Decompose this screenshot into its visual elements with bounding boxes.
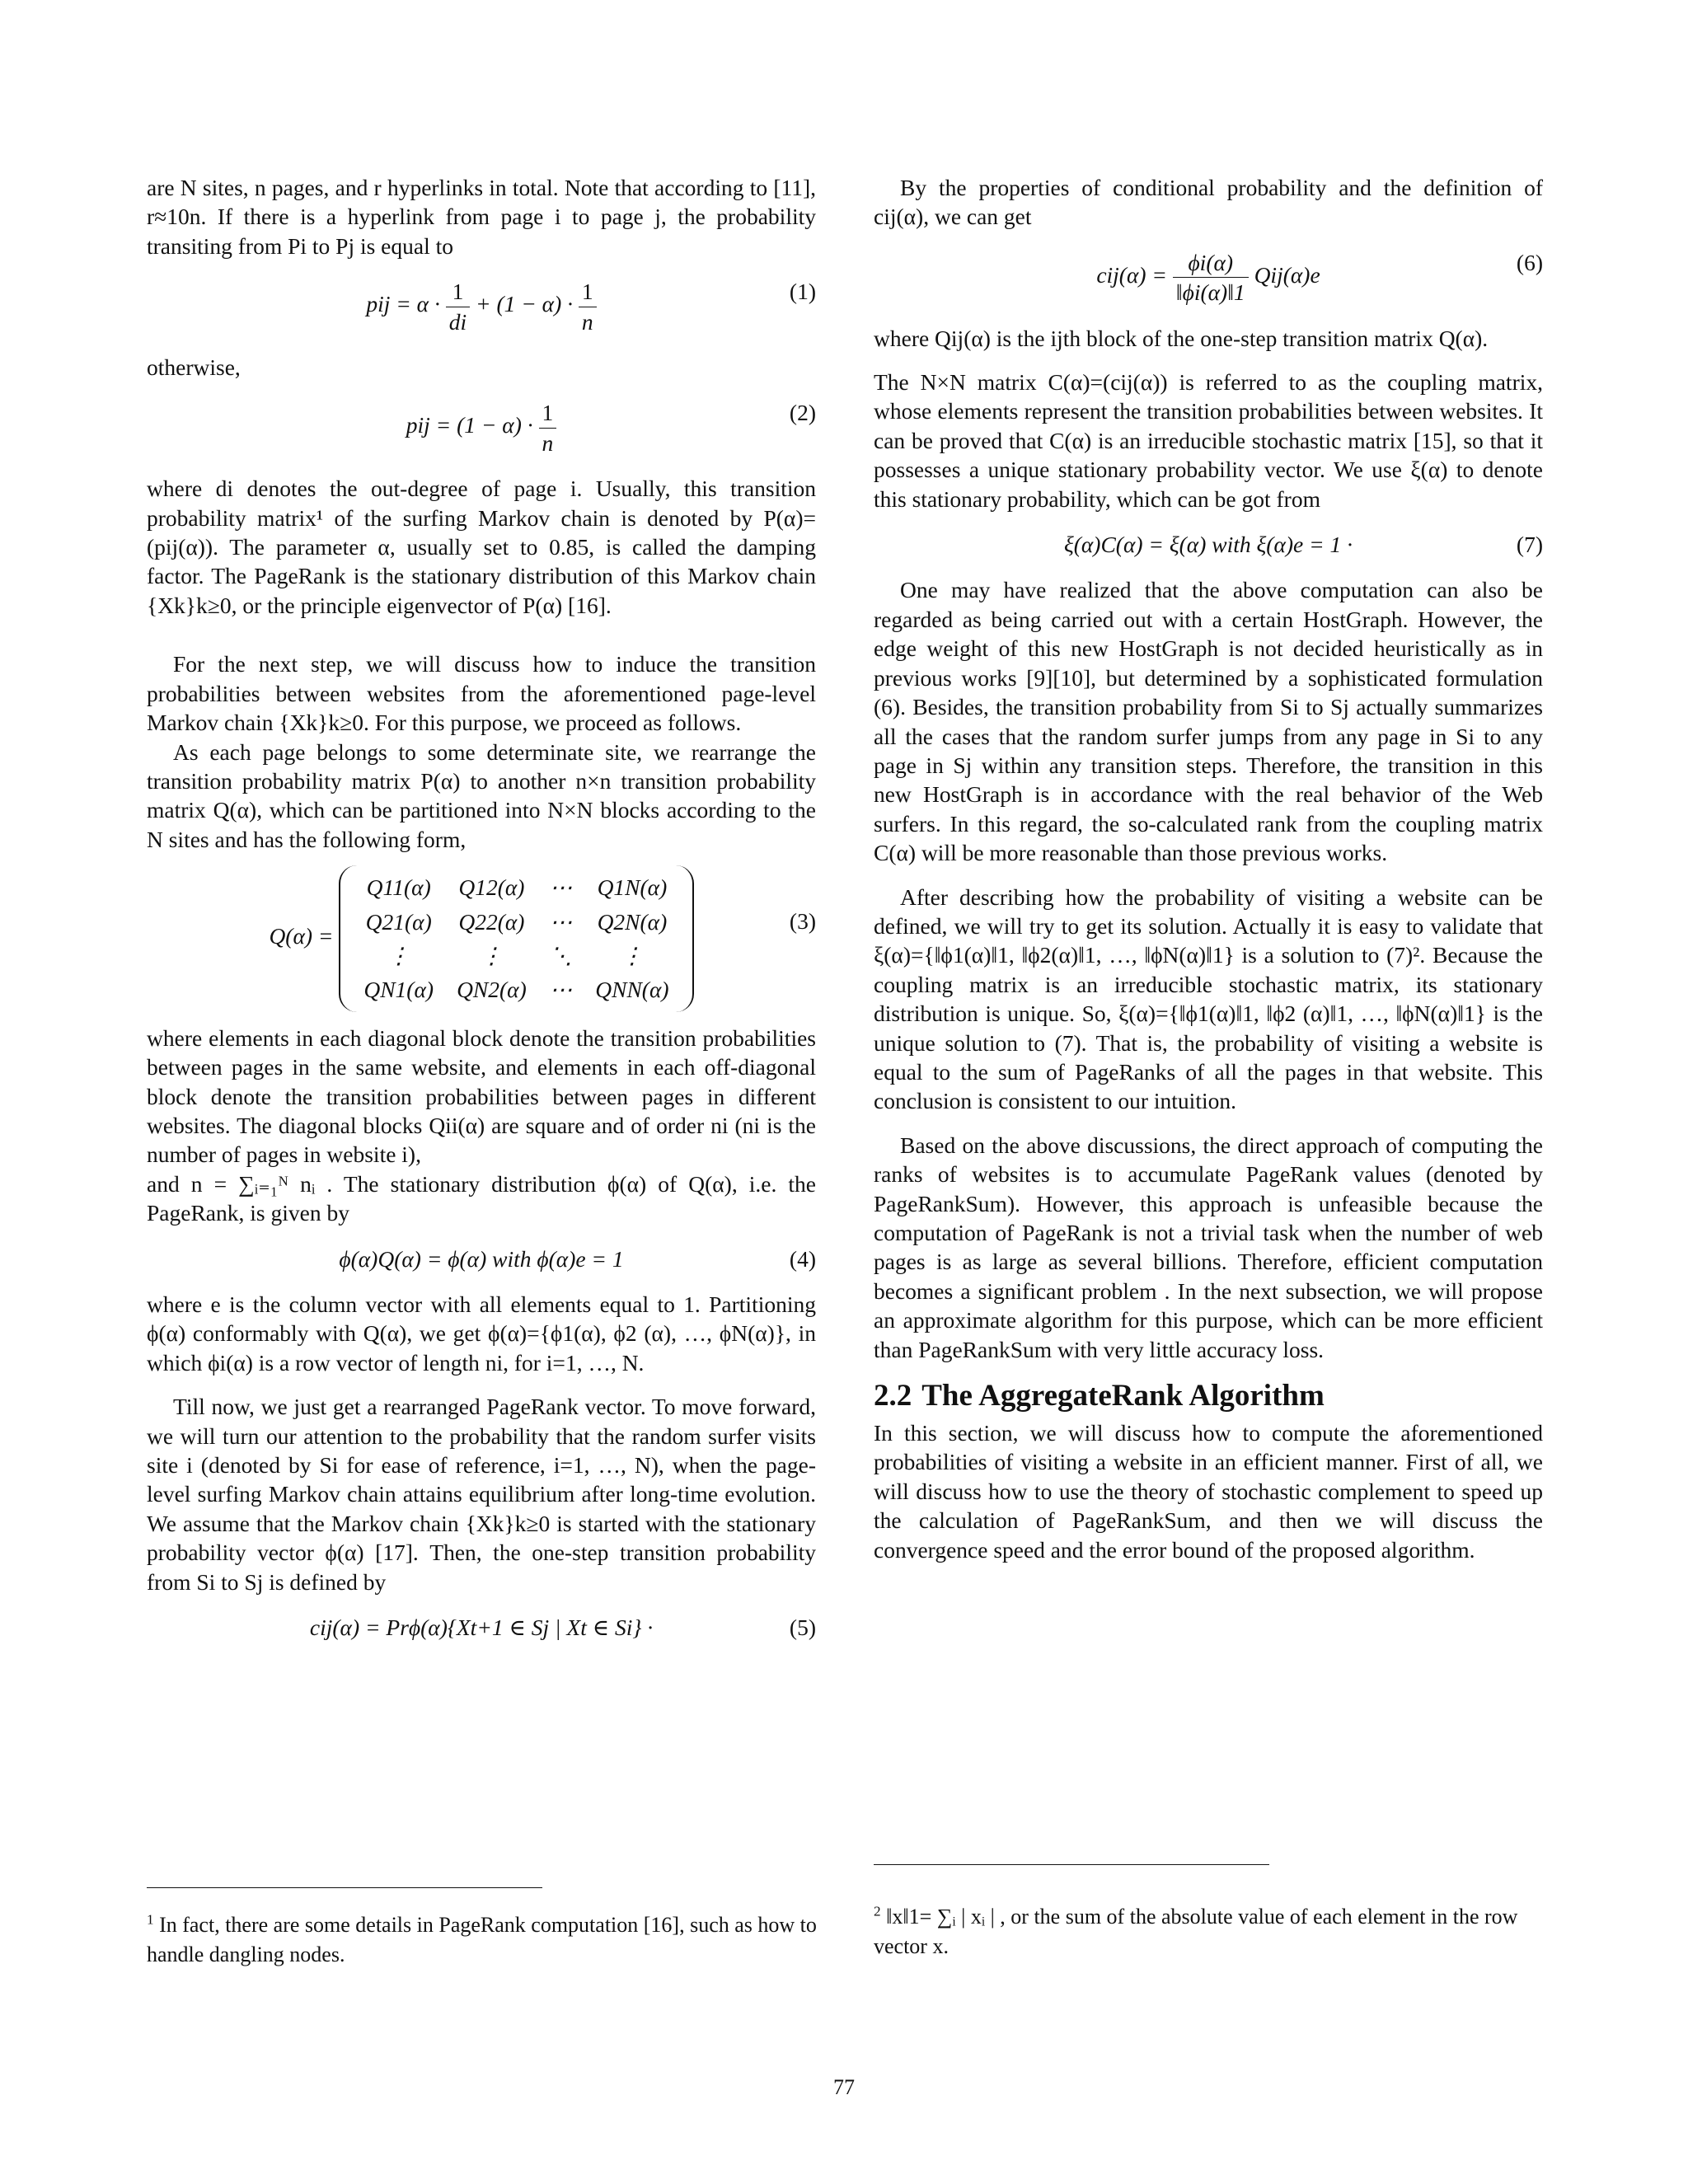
paragraph: Based on the above discussions, the direct approach of computing the ranks of websites is to accumulate PageRank values (denoted by PageRankSum). However, this approach is unfeasible because the computation of PageRank is not a trivial task when the number of web pages is as large as several billions. Therefore, efficient computation becomes a significant problem . In the next subsection, we will propose an approximate algorithm for this purpose, which can be more efficient than PageRankSum with very little accuracy loss.: [874, 1132, 1543, 1362]
footnote-text: In fact, there are some details in PageRank computation [16], such as how to handle dangling nodes.: [147, 1913, 817, 1966]
matrix-cell: Q12(α): [458, 874, 525, 901]
matrix-cell: QN1(α): [363, 977, 434, 1003]
matrix-cell: Q11(α): [366, 874, 431, 901]
paragraph: and n = ∑ᵢ₌₁ᴺ nᵢ . The stationary distribution ϕ(α) of Q(α), i.e. the PageRank, is given by: [147, 1170, 816, 1226]
paragraph: After describing how the probability of visiting a website can be defined, we will try to get its solution. Actually it is easy to validate that ξ(α)={‖ϕ1(α)‖1, ‖ϕ2(α)‖1, …, ‖ϕN(α)‖1} is a solution to (7)². Because the coupling matrix is an irreducible stochastic matrix, its stationary distribution is unique. So, ξ(α)={‖ϕ1(α)‖1, ‖ϕ2 (α)‖1, …, ‖ϕN(α)‖1} is the unique solution to (7). That is, the probability of visiting a website is equal to the sum of PageRanks of all the pages in that website. This conclusion is consistent to our intuition.: [874, 883, 1543, 1114]
paragraph: For the next step, we will discuss how to induce the transition probabilities between websites from the aforementioned page-level Markov chain {Xk}k≥0. For this purpose, we proceed as follows.: [147, 651, 816, 736]
matrix-cell: Q1N(α): [597, 874, 668, 901]
matrix-cell: Q2N(α): [597, 908, 668, 935]
matrix-cell: ⋮: [387, 942, 410, 968]
eq6-lhs: cij(α) =: [1096, 262, 1167, 288]
eq2-frac-num: 1: [542, 400, 554, 426]
paragraph: In this section, we will discuss how to compute the aforementioned probabilities of visiting a website in an efficient manner. First of all, we will discuss how to use the theory of stochastic complement to speed up the calculation of PageRankSum, and then we will discuss the convergence speed and the error bound of the proposed algorithm.: [874, 1420, 1543, 1563]
paragraph: As each page belongs to some determinate site, we rearrange the transition probability matrix P(α) to another n×n transition probability matrix Q(α), which can be partitioned into N×N blocks according to the N sites and has the following form,: [147, 738, 816, 852]
eq1-frac1-den: di: [446, 307, 470, 336]
paragraph: Till now, we just get a rearranged PageRank vector. To move forward, we will turn our attention to the probability that the random surfer visits site i (denoted by Si for ease of reference, i=1, …, N), when the page-level surfing Markov chain attains equilibrium after long-time evolution. We assume that the Markov chain {Xk}k≥0 is started with the stationary probability vector ϕ(α) [17]. Then, the one-step transition probability from Si to Sj is defined by: [147, 1394, 816, 1595]
equation-4: [147, 1244, 816, 1273]
eq1-fraction-1: [446, 277, 470, 336]
equation-7: [874, 530, 1543, 559]
paragraph: where elements in each diagonal block denote the transition probabilities between pages in the same website, and elements in each off-diagonal block denote the transition probabilities between pages in different websites. The diagonal blocks Qii(α) are square and of order ni (ni is the number of pages in website i),: [147, 1024, 816, 1168]
eq1-frac2-den: n: [579, 307, 597, 336]
matrix-cell: ⋯: [549, 977, 573, 1003]
eq1-frac1-num: 1: [452, 279, 464, 305]
eq2-fraction: [539, 398, 557, 457]
footnote-text: ‖x‖1= ∑ᵢ | xᵢ | , or the sum of the absolute value of each element in the row vector x.: [874, 1905, 1518, 1958]
paragraph: By the properties of conditional probability and the definition of cij(α), we can get: [874, 175, 1543, 230]
footnote-rule: [147, 1887, 542, 1888]
equation-number: (7): [1516, 532, 1543, 558]
eq1-lhs: pij = α ·: [366, 291, 440, 317]
eq6-fraction: [1173, 248, 1249, 307]
eq7-body: ξ(α)C(α) = ξ(α) with ξ(α)e = 1 ·: [1063, 532, 1353, 558]
paragraph: where di denotes the out-degree of page i. Usually, this transition probability matrix¹ of the surfing Markov chain is denoted by P(α)=(pij(α)). The parameter α, usually set to 0.85, is called the damping factor. The PageRank is the stationary distribution of this Markov chain {Xk}k≥0, or the principle eigenvector of P(α) [16].: [147, 476, 816, 618]
eq6-rhs: Qij(α)e: [1254, 262, 1320, 288]
paragraph: where e is the column vector with all elements equal to 1. Partitioning ϕ(α) conformably with Q(α), we get ϕ(α)={ϕ1(α), ϕ2 (α), …, ϕN(α)}, in which ϕi(α) is a row vector of length ni, for i=1, …, N.: [147, 1291, 816, 1376]
paragraph: otherwise,: [147, 354, 241, 381]
matrix-cell: Q21(α): [365, 908, 432, 935]
equation-number: (2): [789, 400, 816, 426]
equation-number: (6): [1516, 249, 1543, 275]
eq1-mid: + (1 − α) ·: [476, 291, 574, 317]
paragraph: One may have realized that the above computation can also be regarded as being carried out with a certain HostGraph. However, the edge weight of this new HostGraph is not decided heuristically as in previous works [9][10], but determined by a sophisticated formulation (6). Besides, the transition probability from Si to Sj actually summarizes all the cases that the random surfer jumps from any page in Si to any page in Sj within any transition steps. Therefore, the transition in this new HostGraph is in accordance with the real behavior of the Web surfers. In this regard, the so-calculated rank from the coupling matrix C(α) will be more reasonable than those previous works.: [874, 577, 1543, 866]
eq5-body: cij(α) = Prϕ(α){Xt+1 ∈ Sj | Xt ∈ Si} ·: [309, 1615, 654, 1641]
eq6-frac-den: ‖ϕi(α)‖1: [1173, 277, 1249, 307]
paragraph: are N sites, n pages, and r hyperlinks in total. Note that according to [11], r≈10n. If there is a hyperlink from page i to page j, the probability transiting from Pi to Pj is equal to: [147, 175, 816, 259]
eq1-frac2-num: 1: [581, 279, 593, 305]
eq3-matrix: [339, 865, 693, 1012]
equation-number: (1): [789, 279, 816, 305]
section-heading: [874, 1379, 1543, 1413]
equation-5: [147, 1613, 816, 1642]
equation-2: [147, 398, 816, 457]
eq3-lhs: Q(α) =: [269, 923, 334, 949]
paragraph: where Qij(α) is the ijth block of the one-step transition matrix Q(α).: [874, 325, 1489, 351]
equation-3: [147, 865, 816, 1012]
eq2-frac-den: n: [539, 428, 557, 457]
footnote-2: [874, 1902, 1543, 1961]
matrix-cell: ⋯: [549, 908, 573, 935]
equation-number: (3): [789, 908, 816, 935]
equation-number: (4): [789, 1245, 816, 1272]
eq6-frac-num: ϕi(α): [1188, 249, 1234, 275]
eq4-body: ϕ(α)Q(α) = ϕ(α) with ϕ(α)e = 1: [339, 1245, 624, 1272]
equation-6: [874, 248, 1543, 307]
matrix-cell: QNN(α): [595, 977, 669, 1003]
eq1-fraction-2: [579, 277, 597, 336]
matrix-cell: QN2(α): [457, 977, 527, 1003]
matrix-cell: ⋮: [480, 942, 504, 968]
right-column: [874, 173, 1543, 1564]
equation-1: [147, 277, 816, 336]
footnote-marker: 2: [874, 1903, 881, 1919]
footnote-rule: [874, 1864, 1269, 1865]
section-number: 2.2: [874, 1379, 912, 1413]
matrix-cell: ⋱: [549, 942, 573, 968]
left-column: [147, 173, 816, 1658]
matrix-cell: Q22(α): [458, 908, 525, 935]
equation-number: (5): [789, 1615, 816, 1641]
paragraph: The N×N matrix C(α)=(cij(α)) is referred to as the coupling matrix, whose elements represent the transition probabilities between websites. It can be proved that C(α) is an irreducible stochastic matrix [15], so that it possesses a unique stationary probability vector. We use ξ(α) to denote this stationary probability, which can be got from: [874, 369, 1543, 512]
page-number: 77: [833, 2075, 855, 2099]
footnote-marker: 1: [147, 1911, 154, 1928]
matrix-cell: ⋯: [549, 874, 573, 901]
matrix-cell: ⋮: [621, 942, 644, 968]
footnote-1: [147, 1910, 823, 1970]
eq2-lhs: pij = (1 − α) ·: [406, 412, 533, 438]
section-title: The AggregateRank Algorithm: [921, 1379, 1325, 1413]
